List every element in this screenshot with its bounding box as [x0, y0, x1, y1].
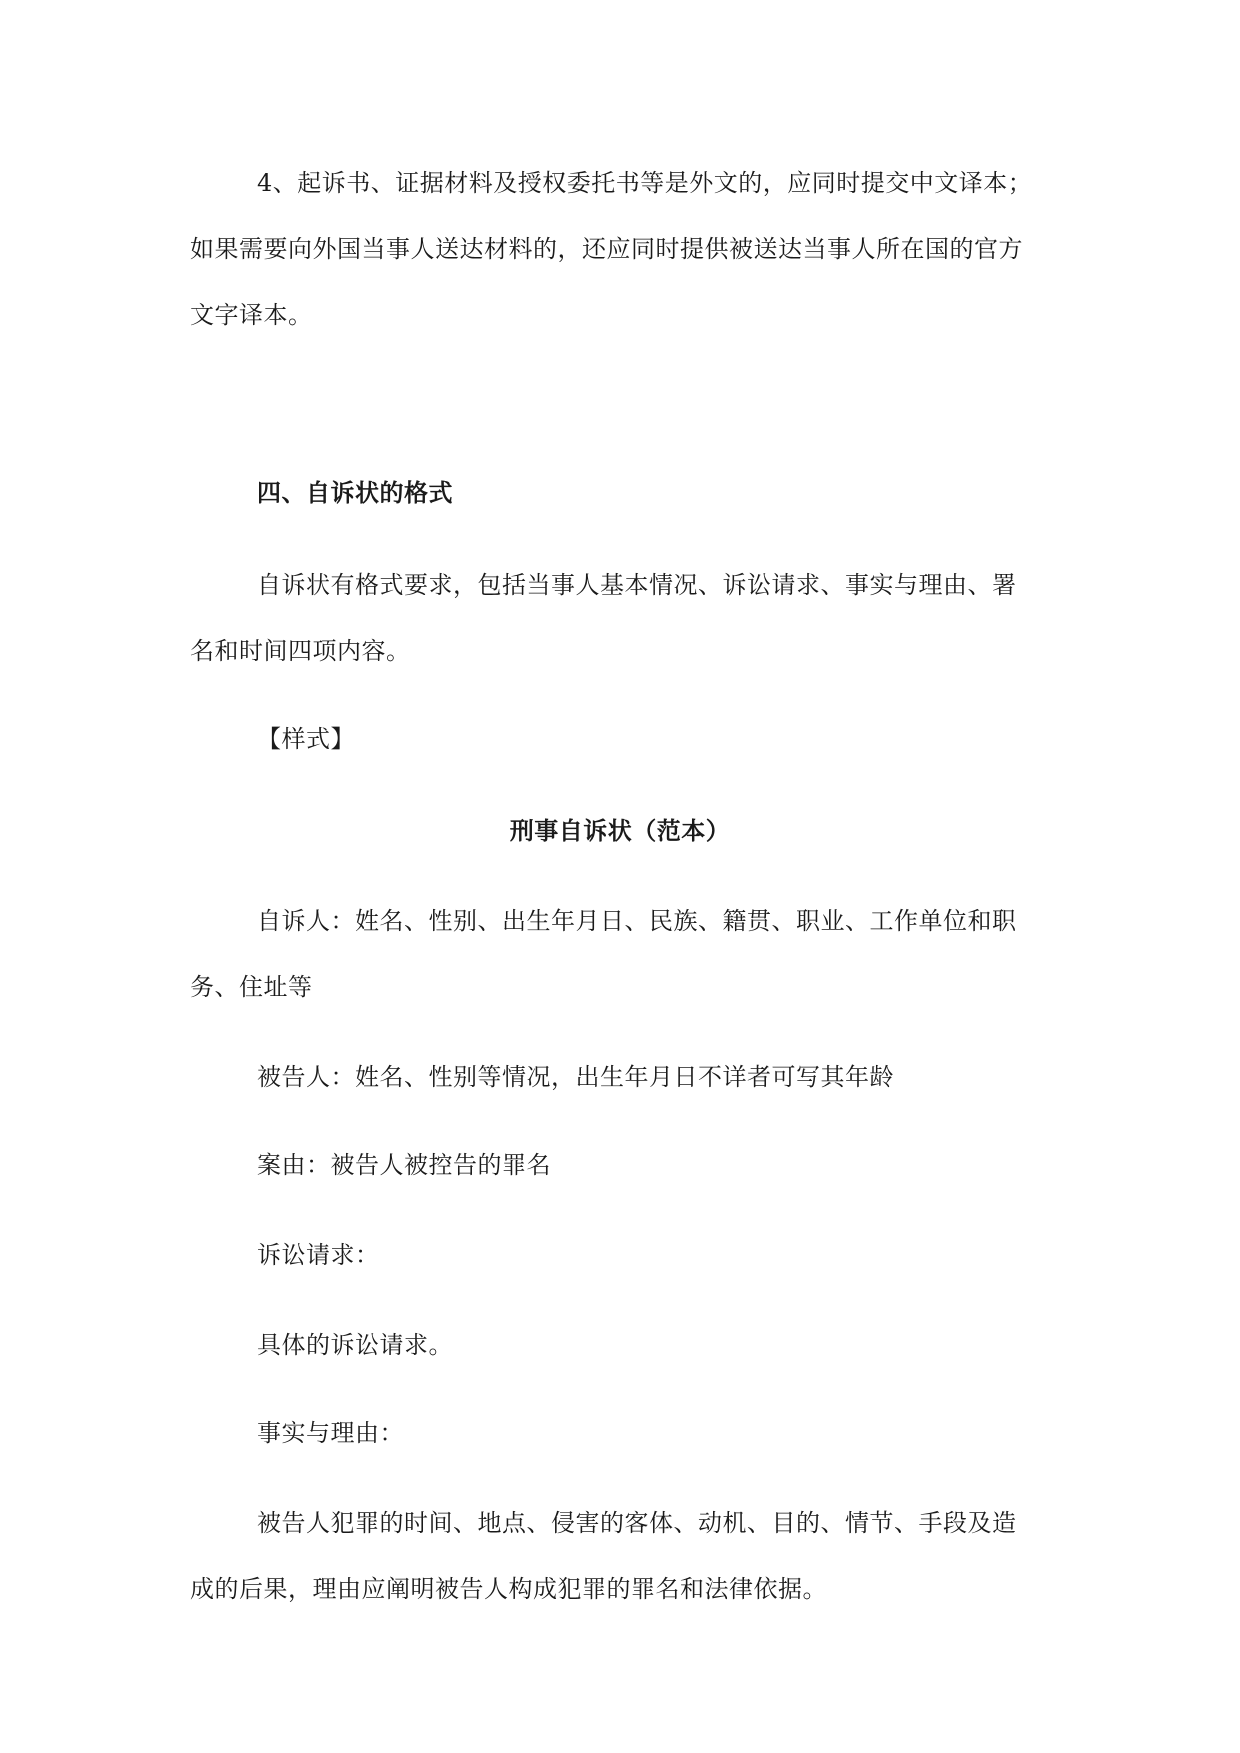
facts-label: 事实与理由： [257, 1419, 404, 1447]
sample-label: 【样式】 [257, 725, 355, 753]
plaintiff-line-2: 务、住址等 [190, 973, 313, 1001]
facts-body-line-2: 成的后果，理由应阐明被告人构成犯罪的罪名和法律依据。 [190, 1575, 827, 1603]
format-intro-line-1: 自诉状有格式要求，包括当事人基本情况、诉讼请求、事实与理由、署 [257, 571, 1017, 599]
format-intro-line-2: 名和时间四项内容。 [190, 637, 411, 665]
cause-line: 案由：被告人被控告的罪名 [257, 1151, 551, 1179]
paragraph-4-line-1: 4、起诉书、证据材料及授权委托书等是外文的，应同时提交中文译本； [257, 169, 1033, 197]
section-heading: 四、自诉状的格式 [257, 478, 453, 507]
plaintiff-line-1: 自诉人：姓名、性别、出生年月日、民族、籍贯、职业、工作单位和职 [257, 907, 1017, 935]
paragraph-4-line-2: 如果需要向外国当事人送达材料的，还应同时提供被送达当事人所在国的官方 [190, 235, 1023, 263]
claims-label: 诉讼请求： [257, 1241, 380, 1269]
facts-body-line-1: 被告人犯罪的时间、地点、侵害的客体、动机、目的、情节、手段及造 [257, 1509, 1017, 1537]
claims-body: 具体的诉讼请求。 [257, 1331, 453, 1359]
defendant-line: 被告人：姓名、性别等情况，出生年月日不详者可写其年龄 [257, 1063, 894, 1091]
sample-title: 刑事自诉状（范本） [509, 816, 731, 845]
paragraph-4-line-3: 文字译本。 [190, 301, 313, 329]
